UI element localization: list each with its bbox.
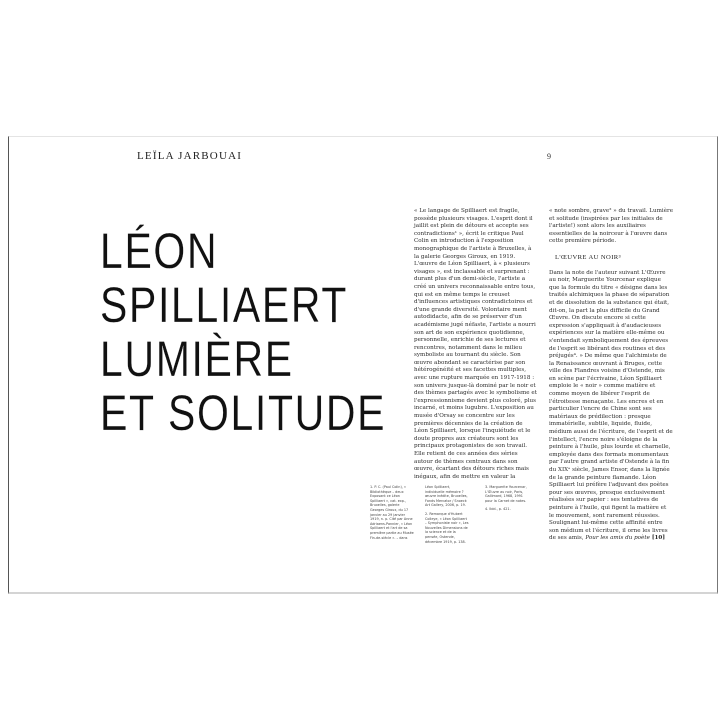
footnote: Léon Spilliaert, individuelle mémoire ? œuvre inédite, Bruxelles, Fonds Mercator / Snoeck Art Gallery, 2006, p. 19. [425, 485, 468, 508]
body-paragraph: « Le langage de Spilliaert est fragile, possède plusieurs visages. L'esprit dont il jaillit est plein de détours et accepte ses contradictions¹ », écrit le critique Paul Colin en introduction à l'exposition monographique de l'artiste à Bruxelles, à la galerie Georges Giroux, en 1919. L'œuvre de Léon Spilliaert, à « plusieurs visages », est inclassable et surprenant : durant plus d'un demi-siècle, l'artiste a créé un univers reconnaissable entre tous, qui est en même temps le creuset d'influences artistiques contradictoires et d'une grande diversité. Volontaire ment autodidacte, afin de se préserver d'un académisme jugé néfaste, l'artiste a nourri son art de son expérience quotidienne, personnelle, enrichie de ses lectures et rencontres, notamment dans le milieu symboliste au tournant du siècle. Son œuvre abondant se caractérise par son hétérogénéité et ses facettes multiples, avec une rupture marquée en 1917-1918 : son univers jusque-là dominé par le noir et des thèmes partagés avec le symbolisme et l'expressionnisme devient plus coloré, plus incarné, et moins lugubre. L'exposition au musée d'Orsay se concentre sur les premières décennies de la création de Léon Spilliaert, lorsque l'inquiétude et le doute propres aux créateurs sont les principaux protagonistes de son travail. Elle retient de ces années des séries autour de thèmes centraux dans son œuvre, écartant des détours riches mais inégaux, afin de mettre en valeur la [414, 208, 537, 480]
body-text: Dans la note de l'auteur suivant L'Œuvre au noir, Marguerite Yourcenar explique que la formule du titre « désigne dans les traités alchimiques la phase de séparation et de dissolution de la substance qui était, dit-on, la part la plus difficile du Grand Œuvre. On discute encore si cette expression s'appliquait à d'audacieuses expériences sur la matière elle-même ou s'entendait symboliquement des épreuves de l'esprit se libérant des routines et des préjugés⁴. » De même que l'alchimiste de la Renaissance œuvrant à Bruges, cette ville des Flandres voisine d'Ostende, mis en scène par l'écrivaine, Léon Spilliaert emploie le « noir » comme matière et comme moyen de libérer l'esprit de l'étroitesse menaçante. Les encres et en particulier l'encre de Chine sont ses matériaux de prédilection : presque immatérielle, subtile, liquide, fluide, médium aussi de l'écriture, de l'esprit et de l'intellect, l'encre noire s'éloigne de la peinture à l'huile, plus lourde et charnelle, employée dans des formats monumentaux par l'autre grand artiste d'Ostende à la fin du XIXᵉ siècle, James Ensor, dans la lignée de la grande peinture flamande. Léon Spilliaert lui préfère l'adjuvant des poètes pour ses œuvres, presque exclusivement réalisées sur papier : ses tentatives de peinture à l'huile, qui figent la matière et le mouvement, sont rarement réussies. Soulignant lui-même cette affinité entre son médium et l'écriture, il orne les livres de ses amis, [549, 269, 673, 542]
footnotes-column-2 [425, 485, 469, 548]
page-reference: [10] [649, 535, 665, 542]
footnotes-column-1 [370, 485, 414, 544]
section-subheading: L'ŒUVRE AU NOIR³ [555, 253, 621, 261]
title-line-3: LUMIÈRE [100, 331, 294, 388]
title-line-4: ET SOLITUDE [100, 385, 387, 442]
page-number: 9 [547, 152, 551, 161]
title-line-1: LÉON [100, 223, 219, 280]
footnote: 4. Ibid., p. 421. [485, 507, 511, 512]
footnote: 2. Remarque d'Hubert Colleye, « Léon Spilliaert – Symphoniste noir », Les Nouvelles Dimensions de la science et de la pensée, Ostende, décembre 1919, p. 138. [425, 511, 469, 544]
footnotes-column-3 [485, 485, 531, 516]
article-title [100, 223, 387, 442]
body-column-2 [549, 208, 673, 543]
body-paragraph-intro: « note sombre, grave² » du travail. Lumière et solitude (inspirées par les initiales de l'artiste!) sont alors les auxiliaires essentielles de la noirceur à l'œuvre dans cette première période. [549, 208, 674, 245]
body-column-1 [414, 208, 538, 481]
footnote: 3. Marguerite Yourcenar, L'Œuvre au noir, Paris, Gallimard, 1968, 1991 pour la Carnet de notes. [485, 485, 527, 503]
author-name: LEÏLA JARBOUAI [137, 150, 243, 162]
footnote: 1. P. C. (Paul Colin), « Bibliothèque – deux Exposant ce Léon Spilliaert », cat. exp., Bruxelles, galerie Georges Giroux, du 17 janvier au 29 janvier 1919, n. p. Cité par Anne Adriaens-Pannier, « Léon Spilliaert et l'art de sa première partie au Musée Fin-de-siècle ». – dans [370, 485, 414, 540]
italic-title: Pour les amis du poète [585, 535, 650, 542]
title-line-2: SPILLIAERT [100, 277, 349, 334]
body-paragraph-section [549, 270, 673, 543]
